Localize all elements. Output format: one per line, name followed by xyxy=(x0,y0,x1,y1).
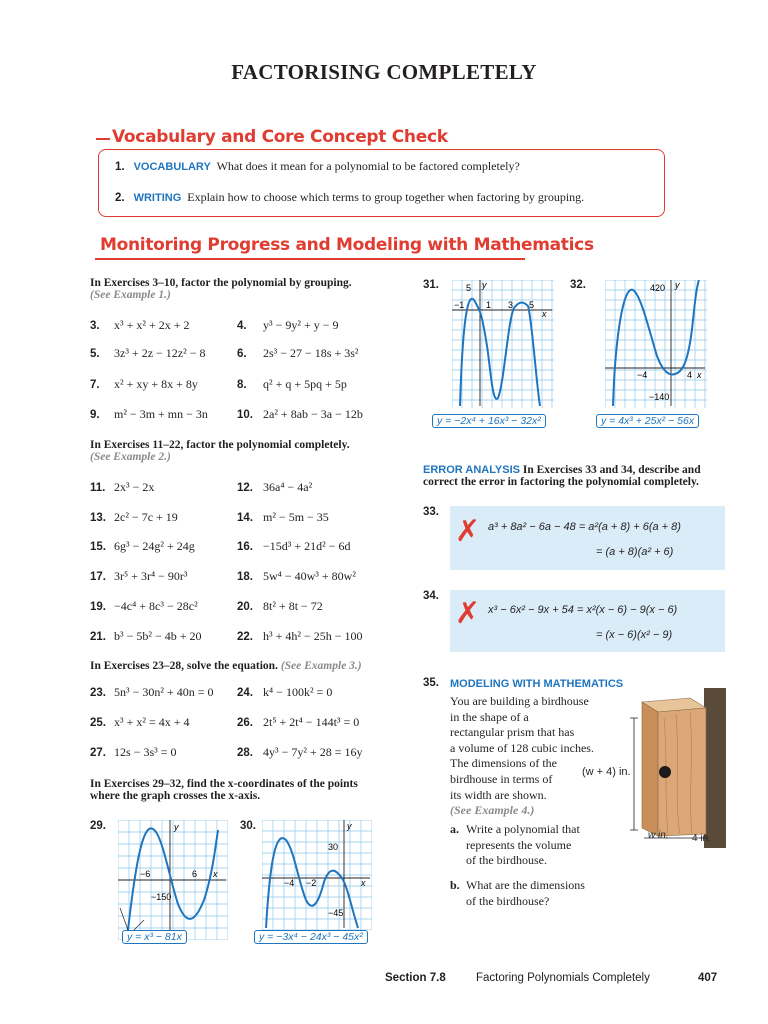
tick-label: −150 xyxy=(151,892,172,902)
dimension-height: (w + 4) in. xyxy=(582,766,631,778)
part-text xyxy=(466,878,585,909)
axis-label-x: x xyxy=(361,878,366,888)
exercise-item xyxy=(237,377,347,392)
axis-label-y: y xyxy=(347,821,352,831)
exercise-number: 7. xyxy=(90,379,100,391)
exercise-expression: 5n³ − 30n² + 40n = 0 xyxy=(114,685,214,699)
dimension-depth: 4 in. xyxy=(692,833,711,844)
exercise-item xyxy=(90,629,202,644)
see-example: (See Example 4.) xyxy=(450,803,535,817)
exercise-expression: 12s − 3s³ = 0 xyxy=(114,745,177,759)
instruction-text: In Exercises 29–32, find the x-coordinates of the points xyxy=(90,778,358,790)
dimension-width: w in. xyxy=(648,830,669,841)
exercise-item xyxy=(237,407,363,422)
tick-label: −140 xyxy=(649,392,670,402)
exercise-number: 26. xyxy=(237,717,253,729)
tick-label: 4 xyxy=(687,370,693,380)
exercise-number: 25. xyxy=(90,717,106,729)
graph-30 xyxy=(262,820,372,930)
exercise-item xyxy=(237,629,363,644)
exercise-expression: 2a² + 8ab − 3a − 12b xyxy=(263,407,363,421)
part-a xyxy=(450,822,580,868)
exercise-expression: b³ − 5b² − 4b + 20 xyxy=(114,629,202,643)
tick-label: 1 xyxy=(486,300,492,310)
exercise-number: 8. xyxy=(237,379,247,391)
exercise-35-line: You are building a birdhouse xyxy=(450,694,589,708)
tick-label: 5 xyxy=(466,283,472,293)
exercise-item xyxy=(237,539,351,554)
exercise-item xyxy=(237,569,356,584)
exercise-expression: 6g³ − 24g² + 24g xyxy=(114,539,195,553)
exercise-35-line: a volume of 128 cubic inches. xyxy=(450,740,594,755)
exercise-item xyxy=(237,715,359,730)
see-example: (See Example 1.) xyxy=(90,289,171,301)
exercise-number: 19. xyxy=(90,601,106,613)
exercise-item xyxy=(90,685,214,700)
part-a-line: Write a polynomial that xyxy=(466,822,580,836)
exercise-item xyxy=(237,346,359,361)
exercise-expression: x³ + x² + 2x + 2 xyxy=(114,318,190,332)
vocab-item-1 xyxy=(115,159,520,174)
exercise-number: 20. xyxy=(237,601,253,613)
instruction-11-22 xyxy=(90,439,400,463)
footer-title: Factoring Polynomials Completely xyxy=(476,972,650,984)
exercise-number: 18. xyxy=(237,571,253,583)
exercise-item xyxy=(90,407,208,422)
error-analysis-instruction xyxy=(423,464,733,488)
tick-label: −4 xyxy=(637,370,648,380)
part-b-line: What are the dimensions xyxy=(466,878,585,892)
exercise-item xyxy=(237,510,329,525)
modeling-label: MODELING WITH MATHEMATICS xyxy=(450,678,624,690)
exercise-item xyxy=(90,599,198,614)
tick-label: −4 xyxy=(284,878,295,888)
exercise-item xyxy=(90,745,176,760)
error-line: a³ + 8a² − 6a − 48 = a²(a + 8) + 6(a + 8) xyxy=(488,521,681,533)
instruction-text: In Exercises 11–22, factor the polynomial completely. xyxy=(90,439,350,451)
divider xyxy=(96,138,110,140)
exercise-expression: 4y³ − 7y² + 28 = 16y xyxy=(263,745,363,759)
exercise-number: 3. xyxy=(90,320,100,332)
exercise-35-line: The dimensions of the xyxy=(450,756,557,771)
tick-label: −1 xyxy=(454,300,465,310)
exercise-number: 34. xyxy=(423,590,439,602)
vocab-heading: Vocabulary and Core Concept Check xyxy=(112,127,448,147)
instruction-23-28 xyxy=(90,660,410,672)
instruction-text: In Exercises 33 and 34, describe and xyxy=(522,464,701,476)
graph-31 xyxy=(452,280,554,408)
exercise-number: 1. xyxy=(115,161,125,173)
tick-label: 5 xyxy=(529,300,535,310)
exercise-expression: 2s³ − 27 − 18s + 3s² xyxy=(263,346,359,360)
axis-label-x: x xyxy=(542,309,547,319)
graph-32 xyxy=(605,280,707,408)
error-line: x³ − 6x² − 9x + 54 = x²(x − 6) − 9(x − 6) xyxy=(488,604,678,616)
exercise-item xyxy=(237,318,339,333)
equation-caption: y = x³ − 81x xyxy=(122,930,187,944)
tick-label: −2 xyxy=(306,878,317,888)
exercise-expression: 8t² + 8t − 72 xyxy=(263,599,323,613)
vocab-text: What does it mean for a polynomial to be factored completely? xyxy=(216,159,520,173)
exercise-number: 12. xyxy=(237,482,253,494)
exercise-number: 16. xyxy=(237,541,253,553)
part-b-line: of the birdhouse? xyxy=(466,893,550,908)
exercise-number: 22. xyxy=(237,631,253,643)
x-mark-icon: ✗ xyxy=(455,514,481,549)
exercise-35-line: its width are shown. xyxy=(450,787,547,802)
vocab-label: VOCABULARY xyxy=(133,161,211,173)
exercise-expression: 5w⁴ − 40w³ + 80w² xyxy=(263,569,356,583)
tick-label: −45 xyxy=(328,908,344,918)
exercise-expression: 3z³ + 2z − 12z² − 8 xyxy=(114,346,206,360)
axis-label-x: x xyxy=(697,370,702,380)
part-label: b. xyxy=(450,878,460,892)
exercise-number: 15. xyxy=(90,541,106,553)
axis-label-x: x xyxy=(213,869,218,879)
exercise-number: 9. xyxy=(90,409,100,421)
exercise-number: 14. xyxy=(237,512,253,524)
error-analysis-label: ERROR ANALYSIS xyxy=(423,464,520,476)
tick-label: 30 xyxy=(328,842,339,852)
exercise-expression: y³ − 9y² + y − 9 xyxy=(263,318,339,332)
exercise-item xyxy=(90,377,198,392)
exercise-expression: q² + q + 5pq + 5p xyxy=(263,377,347,391)
x-mark-icon: ✗ xyxy=(455,596,481,631)
instruction-3-10 xyxy=(90,277,400,301)
exercise-number: 10. xyxy=(237,409,253,421)
page-title: FACTORISING COMPLETELY xyxy=(231,60,537,84)
part-label: a. xyxy=(450,822,459,836)
exercise-expression: 2x³ − 2x xyxy=(114,480,155,494)
page-number: 407 xyxy=(698,972,718,984)
exercise-number: 27. xyxy=(90,747,106,759)
exercise-number: 24. xyxy=(237,687,253,699)
error-box-33 xyxy=(450,506,725,570)
part-a-line: represents the volume xyxy=(466,837,572,852)
exercise-item xyxy=(90,346,205,361)
tick-label: 6 xyxy=(192,869,198,879)
axis-label-y: y xyxy=(675,280,680,290)
exercise-expression: 2t⁵ + 2t⁴ − 144t³ = 0 xyxy=(263,715,360,729)
exercise-expression: 36a⁴ − 4a² xyxy=(263,480,313,494)
exercise-number: 23. xyxy=(90,687,106,699)
exercise-number: 30. xyxy=(240,820,256,832)
see-example: (See Example 3.) xyxy=(280,660,362,672)
error-box-34 xyxy=(450,590,725,652)
exercise-item xyxy=(237,745,363,760)
exercise-expression: 3r⁵ + 3r⁴ − 90r³ xyxy=(114,569,188,583)
exercise-number: 35. xyxy=(423,677,439,689)
instruction-text: correct the error in factoring the polynomial completely. xyxy=(423,476,699,488)
part-b xyxy=(450,878,585,908)
exercise-expression: m² − 5m − 35 xyxy=(263,510,329,524)
exercise-expression: x³ + x² = 4x + 4 xyxy=(114,715,190,729)
exercise-35-line: birdhouse in terms of xyxy=(450,771,553,786)
exercise-35-line: in the shape of a xyxy=(450,709,529,724)
exercise-35-text xyxy=(450,694,594,803)
axis-label-y: y xyxy=(174,822,179,832)
error-line: = (x − 6)(x² − 9) xyxy=(596,629,673,641)
vocab-item-2 xyxy=(115,190,584,205)
exercise-number: 29. xyxy=(90,820,106,832)
tick-label: 3 xyxy=(508,300,514,310)
exercise-number: 31. xyxy=(423,279,439,291)
exercise-expression: m² − 3m + mn − 3n xyxy=(114,407,208,421)
exercise-expression: k⁴ − 100k² = 0 xyxy=(263,685,333,699)
exercise-number: 11. xyxy=(90,482,106,494)
graph-29 xyxy=(118,820,228,940)
see-example: (See Example 2.) xyxy=(90,451,171,463)
exercise-item xyxy=(90,318,190,333)
exercise-number: 13. xyxy=(90,512,106,524)
exercise-number: 32. xyxy=(570,279,586,291)
equation-caption: y = −2x⁴ + 16x³ − 32x² xyxy=(432,414,546,428)
footer-section: Section 7.8 xyxy=(385,972,446,984)
instruction-text: In Exercises 23–28, solve the equation. xyxy=(90,660,278,672)
exercise-item xyxy=(237,685,332,700)
exercise-number: 28. xyxy=(237,747,253,759)
equation-caption: y = 4x³ + 25x² − 56x xyxy=(596,414,699,428)
exercise-number: 21. xyxy=(90,631,106,643)
heading-underline xyxy=(95,258,525,260)
exercise-item xyxy=(90,569,188,584)
exercise-number: 4. xyxy=(237,320,247,332)
vocab-text: Explain how to choose which terms to group together when factoring by grouping. xyxy=(187,190,585,204)
exercise-35-line: rectangular prism that has xyxy=(450,725,575,740)
exercise-number: 5. xyxy=(90,348,100,360)
error-line: = (a + 8)(a² + 6) xyxy=(596,546,674,558)
tick-label: −6 xyxy=(140,869,151,879)
exercise-number: 6. xyxy=(237,348,247,360)
instruction-29-32 xyxy=(90,778,400,802)
instruction-text: In Exercises 3–10, factor the polynomial by grouping. xyxy=(90,277,352,289)
exercise-item xyxy=(237,599,323,614)
exercise-item xyxy=(90,480,154,495)
part-text xyxy=(466,822,580,869)
monitoring-heading: Monitoring Progress and Modeling with Mathematics xyxy=(100,235,594,255)
exercise-item xyxy=(90,715,190,730)
exercise-number: 2. xyxy=(115,192,125,204)
tick-label: 420 xyxy=(650,283,666,293)
exercise-expression: h³ + 4h² − 25h − 100 xyxy=(263,629,363,643)
exercise-expression: x² + xy + 8x + 8y xyxy=(114,377,198,391)
exercise-number: 33. xyxy=(423,506,439,518)
exercise-expression: −15d³ + 21d² − 6d xyxy=(263,539,351,553)
writing-label: WRITING xyxy=(133,192,182,204)
exercise-number: 17. xyxy=(90,571,106,583)
axis-label-y: y xyxy=(482,280,487,290)
exercise-item xyxy=(237,480,312,495)
birdhouse-image xyxy=(620,688,730,860)
instruction-text: where the graph crosses the x-axis. xyxy=(90,790,261,802)
equation-caption: y = −3x⁴ − 24x³ − 45x² xyxy=(254,930,368,944)
exercise-expression: −4c⁴ + 8c³ − 28c² xyxy=(114,599,198,613)
part-a-line: of the birdhouse. xyxy=(466,853,547,868)
exercise-item xyxy=(90,539,195,554)
exercise-expression: 2c² − 7c + 19 xyxy=(114,510,178,524)
exercise-item xyxy=(90,510,178,525)
